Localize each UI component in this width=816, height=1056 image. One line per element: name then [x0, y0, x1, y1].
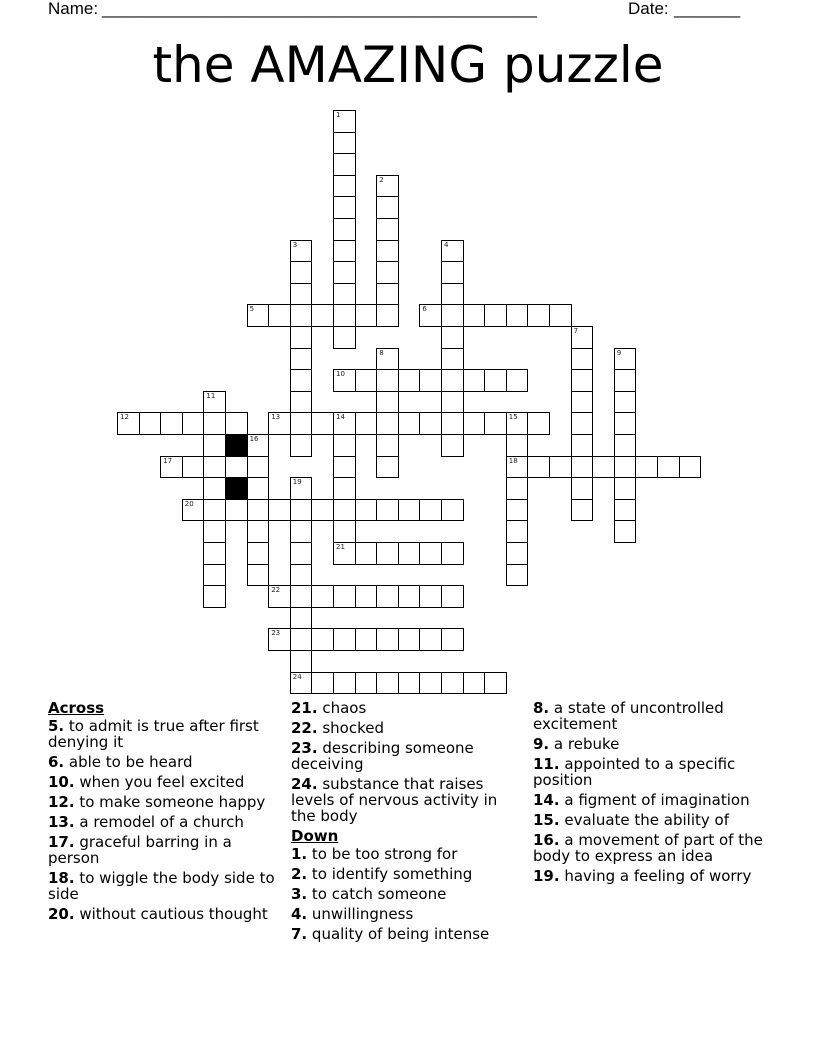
grid-cell[interactable] [311, 628, 334, 651]
grid-cell[interactable] [333, 477, 356, 500]
grid-cell[interactable] [333, 175, 356, 198]
clue-down-4 [291, 906, 521, 922]
grid-cell[interactable] [441, 304, 464, 327]
clue-number: 18. [48, 869, 75, 887]
grid-cell[interactable] [247, 542, 270, 565]
grid-cell[interactable] [571, 412, 594, 435]
grid-cell[interactable] [333, 628, 356, 651]
grid-cell[interactable] [290, 283, 313, 306]
grid-cell[interactable] [247, 456, 270, 479]
clue-text: appointed to a specific position [533, 755, 736, 789]
cell-number: 18 [508, 456, 518, 465]
grid-cell[interactable] [333, 542, 356, 565]
clue-number: 21. [291, 699, 318, 717]
clue-across-10 [48, 774, 278, 790]
grid-cell[interactable] [333, 499, 356, 522]
clue-number: 8. [533, 699, 550, 717]
grid-cell[interactable] [333, 218, 356, 241]
grid-cell[interactable] [506, 456, 529, 479]
clue-text: to admit is true after first denying it [48, 717, 259, 751]
grid-cell[interactable] [290, 369, 313, 392]
cell-number: 1 [336, 111, 341, 119]
grid-cell[interactable] [355, 672, 378, 695]
grid-cell[interactable] [376, 391, 399, 414]
grid-cell[interactable] [333, 304, 356, 327]
cell-number: 17 [163, 456, 173, 465]
grid-cell[interactable] [441, 348, 464, 371]
grid-cell[interactable] [311, 499, 334, 522]
grid-cell[interactable] [376, 240, 399, 263]
grid-cell[interactable] [376, 175, 399, 198]
clue-number: 16. [533, 831, 560, 849]
cell-number: 13 [271, 413, 281, 422]
grid-cell[interactable] [419, 585, 442, 608]
grid-cell[interactable] [290, 261, 313, 284]
clue-number: 20. [48, 905, 75, 923]
grid-cell[interactable] [376, 304, 399, 327]
grid-cell[interactable] [333, 110, 356, 133]
clue-number: 13. [48, 813, 75, 831]
clue-across-23 [291, 740, 521, 772]
grid-cell[interactable] [376, 585, 399, 608]
clue-number: 3. [291, 885, 308, 903]
clue-down-3 [291, 886, 521, 902]
grid-cell[interactable] [527, 412, 550, 435]
clue-across-24 [291, 776, 521, 824]
grid-cell[interactable] [290, 607, 313, 630]
clue-number: 22. [291, 719, 318, 737]
clue-number: 7. [291, 925, 308, 943]
clue-number: 5. [48, 717, 65, 735]
grid-cell[interactable] [441, 434, 464, 457]
grid-cell[interactable] [355, 542, 378, 565]
cell-number: 22 [271, 586, 281, 595]
clue-text: chaos [322, 699, 367, 717]
grid-cell[interactable] [355, 585, 378, 608]
grid-cell[interactable] [333, 196, 356, 219]
grid-cell[interactable] [290, 304, 313, 327]
grid-cell[interactable] [376, 261, 399, 284]
grid-cell[interactable] [225, 499, 248, 522]
grid-cell[interactable] [376, 218, 399, 241]
grid-cell[interactable] [333, 672, 356, 695]
grid-cell[interactable] [679, 456, 702, 479]
grid-cell[interactable] [203, 564, 226, 587]
cell-number: 2 [379, 175, 384, 184]
clue-across-22 [291, 720, 521, 736]
grid-cell[interactable] [635, 456, 658, 479]
grid-cell[interactable] [203, 542, 226, 565]
cell-number: 23 [271, 629, 281, 638]
grid-cell[interactable] [506, 369, 529, 392]
grid-cell[interactable] [441, 283, 464, 306]
grid-cell[interactable] [290, 628, 313, 651]
grid-cell[interactable] [290, 542, 313, 565]
page-title: the AMAZING puzzle [152, 36, 664, 94]
grid-cell[interactable] [571, 391, 594, 414]
grid-cell[interactable] [571, 499, 594, 522]
cell-number: 6 [422, 305, 427, 314]
grid-cell[interactable] [419, 304, 442, 327]
clue-text: a movement of part of the body to express an idea [533, 831, 763, 865]
grid-cell[interactable] [506, 542, 529, 565]
grid-cell[interactable] [247, 304, 270, 327]
clue-down-8 [533, 700, 763, 732]
grid-cell[interactable] [506, 477, 529, 500]
grid-cell[interactable] [160, 412, 183, 435]
grid-cell[interactable] [290, 348, 313, 371]
grid-cell[interactable] [614, 348, 637, 371]
clue-across-21 [291, 700, 521, 716]
clue-down-15 [533, 812, 763, 828]
grid-cell[interactable] [376, 672, 399, 695]
clue-text: quality of being intense [311, 925, 490, 943]
clues-column-3 [533, 700, 763, 888]
cell-number: 3 [292, 240, 298, 249]
grid-cell[interactable] [376, 456, 399, 479]
cell-number: 11 [206, 391, 216, 400]
grid-cell[interactable] [247, 434, 270, 457]
grid-cell[interactable] [290, 240, 313, 263]
grid-cell[interactable] [333, 326, 356, 349]
grid-cell[interactable] [333, 520, 356, 543]
grid-cell[interactable] [333, 456, 356, 479]
grid-cell[interactable] [484, 672, 507, 695]
grid-cell[interactable] [376, 348, 399, 371]
grid-cell[interactable] [614, 456, 637, 479]
grid-cell[interactable] [571, 369, 594, 392]
grid-cell[interactable] [333, 585, 356, 608]
clue-text: to make someone happy [79, 793, 266, 811]
grid-cell[interactable] [376, 434, 399, 457]
grid-cell[interactable] [549, 304, 572, 327]
grid-cell[interactable] [203, 412, 226, 435]
clue-across-5 [48, 718, 278, 750]
grid-cell[interactable] [203, 499, 226, 522]
grid-cell[interactable] [290, 672, 313, 695]
grid-cell[interactable] [527, 456, 550, 479]
grid-cell[interactable] [355, 369, 378, 392]
grid-cell[interactable] [268, 499, 291, 522]
clue-text: graceful barring in a person [48, 833, 232, 867]
clue-text: a figment of imagination [564, 791, 750, 809]
grid-cell[interactable] [506, 412, 529, 435]
name-field[interactable]: ______________________________________________ [102, 0, 537, 18]
clue-number: 11. [533, 755, 560, 773]
cell-number: 15 [508, 413, 518, 422]
grid-cell[interactable] [376, 542, 399, 565]
grid-cell[interactable] [311, 304, 334, 327]
grid-cell[interactable] [247, 499, 270, 522]
grid-cell[interactable] [268, 628, 291, 651]
grid-cell[interactable] [419, 628, 442, 651]
grid-cell[interactable] [139, 412, 162, 435]
grid-cell[interactable] [355, 304, 378, 327]
grid-cell[interactable] [614, 391, 637, 414]
clue-text: substance that raises levels of nervous activity in the body [291, 775, 498, 825]
clue-number: 15. [533, 811, 560, 829]
clue-number: 17. [48, 833, 75, 851]
grid-cell[interactable] [225, 456, 248, 479]
clue-down-1 [291, 846, 521, 862]
cell-number: 19 [292, 478, 302, 487]
grid-cell[interactable] [203, 456, 226, 479]
clues-column-1 [48, 700, 278, 926]
grid-cell[interactable] [290, 391, 313, 414]
clue-text: when you feel excited [79, 773, 245, 791]
grid-cell[interactable] [441, 628, 464, 651]
clue-down-11 [533, 756, 763, 788]
grid-cell[interactable] [182, 499, 205, 522]
grid-cell[interactable] [311, 585, 334, 608]
clue-number: 19. [533, 867, 560, 885]
cell-number: 21 [336, 543, 345, 551]
clue-text: evaluate the ability of [564, 811, 729, 829]
black-cell [225, 434, 248, 457]
grid-cell[interactable] [441, 240, 464, 263]
grid-cell[interactable] [311, 672, 334, 695]
cell-number: 10 [336, 370, 345, 379]
grid-cell[interactable] [571, 326, 594, 349]
grid-cell[interactable] [182, 456, 205, 479]
cell-number: 12 [120, 413, 129, 422]
grid-cell[interactable] [441, 412, 464, 435]
grid-cell[interactable] [290, 499, 313, 522]
clue-across-12 [48, 794, 278, 810]
clue-text: having a feeling of worry [564, 867, 752, 885]
grid-cell[interactable] [419, 369, 442, 392]
grid-cell[interactable] [333, 132, 356, 155]
grid-cell[interactable] [571, 434, 594, 457]
grid-cell[interactable] [290, 650, 313, 673]
grid-cell[interactable] [614, 477, 637, 500]
clue-number: 10. [48, 773, 75, 791]
grid-cell[interactable] [333, 369, 356, 392]
clue-text: shocked [322, 719, 385, 737]
grid-cell[interactable] [419, 412, 442, 435]
clue-number: 23. [291, 739, 318, 757]
clue-number: 6. [48, 753, 65, 771]
grid-cell[interactable] [376, 283, 399, 306]
clue-text: without cautious thought [79, 905, 268, 923]
grid-cell[interactable] [592, 456, 615, 479]
grid-cell[interactable] [484, 369, 507, 392]
grid-cell[interactable] [311, 412, 334, 435]
grid-cell[interactable] [463, 369, 486, 392]
name-label: Name: [48, 0, 99, 18]
cell-number: 5 [249, 305, 255, 314]
grid-cell[interactable] [614, 369, 637, 392]
clue-number: 1. [291, 845, 308, 863]
grid-cell[interactable] [203, 520, 226, 543]
grid-cell[interactable] [182, 412, 205, 435]
clue-text: to catch someone [311, 885, 447, 903]
grid-cell[interactable] [333, 434, 356, 457]
grid-cell[interactable] [225, 412, 248, 435]
black-cell [225, 477, 248, 500]
date-label: Date: [628, 0, 669, 18]
grid-cell[interactable] [441, 261, 464, 284]
grid-cell[interactable] [506, 434, 529, 457]
grid-cell[interactable] [506, 499, 529, 522]
grid-cell[interactable] [549, 456, 572, 479]
grid-cell[interactable] [463, 412, 486, 435]
grid-cell[interactable] [614, 499, 637, 522]
clue-text: unwillingness [311, 905, 414, 923]
clue-down-16 [533, 832, 763, 864]
clue-down-7 [291, 926, 521, 942]
grid-cell[interactable] [247, 477, 270, 500]
clue-number: 12. [48, 793, 75, 811]
clue-across-6 [48, 754, 278, 770]
grid-cell[interactable] [441, 369, 464, 392]
grid-cell[interactable] [463, 672, 486, 695]
grid-cell[interactable] [290, 585, 313, 608]
grid-cell[interactable] [117, 412, 140, 435]
grid-cell[interactable] [571, 477, 594, 500]
grid-cell[interactable] [614, 412, 637, 435]
grid-cell[interactable] [441, 542, 464, 565]
grid-cell[interactable] [441, 672, 464, 695]
grid-cell[interactable] [614, 434, 637, 457]
clues-column-2 [291, 700, 521, 946]
grid-cell[interactable] [160, 456, 183, 479]
cell-number: 16 [249, 435, 259, 443]
date-field[interactable]: _______ [674, 0, 741, 18]
cell-number: 9 [616, 348, 622, 357]
clue-number: 9. [533, 735, 550, 753]
grid-cell[interactable] [527, 304, 550, 327]
grid-cell[interactable] [268, 304, 291, 327]
clue-text: to identify something [311, 865, 473, 883]
grid-cell[interactable] [355, 628, 378, 651]
grid-cell[interactable] [376, 412, 399, 435]
down-heading: Down [291, 827, 339, 845]
grid-cell[interactable] [657, 456, 680, 479]
grid-cell[interactable] [268, 585, 291, 608]
grid-cell[interactable] [247, 520, 270, 543]
grid-cell[interactable] [203, 585, 226, 608]
clue-text: to be too strong for [311, 845, 458, 863]
grid-cell[interactable] [268, 412, 291, 435]
grid-cell[interactable] [441, 326, 464, 349]
grid-cell[interactable] [376, 369, 399, 392]
grid-cell[interactable] [333, 153, 356, 176]
grid-cell[interactable] [376, 628, 399, 651]
grid-cell[interactable] [506, 520, 529, 543]
grid-cell[interactable] [355, 412, 378, 435]
grid-cell[interactable] [571, 348, 594, 371]
grid-cell[interactable] [506, 564, 529, 587]
grid-cell[interactable] [441, 499, 464, 522]
grid-cell[interactable] [484, 412, 507, 435]
grid-cell[interactable] [203, 477, 226, 500]
grid-cell[interactable] [398, 628, 421, 651]
clue-down-14 [533, 792, 763, 808]
grid-cell[interactable] [419, 499, 442, 522]
grid-cell[interactable] [571, 456, 594, 479]
grid-cell[interactable] [247, 564, 270, 587]
grid-cell[interactable] [333, 240, 356, 263]
grid-cell[interactable] [398, 499, 421, 522]
grid-cell[interactable] [355, 499, 378, 522]
clue-text: able to be heard [68, 753, 193, 771]
grid-cell[interactable] [398, 369, 421, 392]
clue-number: 24. [291, 775, 318, 793]
grid-cell[interactable] [463, 304, 486, 327]
cell-number: 7 [573, 327, 579, 335]
grid-cell[interactable] [290, 412, 313, 435]
grid-cell[interactable] [203, 391, 226, 414]
clue-across-20 [48, 906, 278, 922]
grid-cell[interactable] [290, 564, 313, 587]
grid-cell[interactable] [203, 434, 226, 457]
clue-down-19 [533, 868, 763, 884]
clue-down-9 [533, 736, 763, 752]
clue-text: a remodel of a church [79, 813, 244, 831]
clue-number: 14. [533, 791, 560, 809]
grid-cell[interactable] [398, 585, 421, 608]
grid-cell[interactable] [398, 542, 421, 565]
cell-number: 14 [336, 413, 345, 422]
grid-cell[interactable] [614, 520, 637, 543]
grid-cell[interactable] [333, 412, 356, 435]
clue-across-13 [48, 814, 278, 830]
grid-cell[interactable] [441, 391, 464, 414]
clue-across-17 [48, 834, 278, 866]
clue-text: describing someone deceiving [291, 739, 474, 773]
grid-cell[interactable] [398, 672, 421, 695]
grid-cell[interactable] [506, 304, 529, 327]
grid-cell[interactable] [398, 412, 421, 435]
clue-down-2 [291, 866, 521, 882]
clue-text: a rebuke [553, 735, 620, 753]
grid-cell[interactable] [290, 326, 313, 349]
grid-cell[interactable] [376, 499, 399, 522]
cell-number: 8 [379, 348, 384, 357]
grid-cell[interactable] [333, 283, 356, 306]
cell-number: 20 [184, 499, 194, 508]
grid-cell[interactable] [441, 585, 464, 608]
clue-text: to wiggle the body side to side [48, 869, 275, 903]
grid-cell[interactable] [376, 196, 399, 219]
grid-cell[interactable] [290, 520, 313, 543]
cell-number: 24 [292, 672, 302, 681]
grid-cell[interactable] [290, 434, 313, 457]
clue-across-18 [48, 870, 278, 902]
grid-cell[interactable] [333, 261, 356, 284]
grid-cell[interactable] [419, 672, 442, 695]
clue-text: a state of uncontrolled excitement [533, 699, 724, 733]
grid-cell[interactable] [419, 542, 442, 565]
clue-number: 4. [291, 905, 308, 923]
grid-cell[interactable] [484, 304, 507, 327]
cell-number: 4 [444, 240, 449, 249]
across-heading: Across [48, 699, 105, 717]
clue-number: 2. [291, 865, 308, 883]
grid-cell[interactable] [290, 477, 313, 500]
